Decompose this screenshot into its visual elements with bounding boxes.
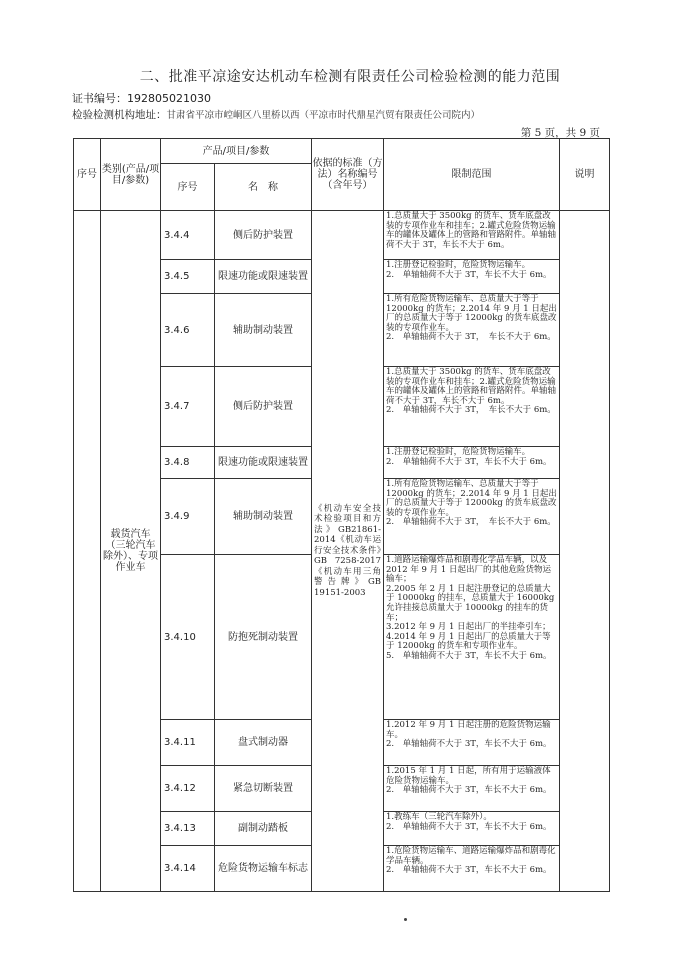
- item-range: [384, 294, 560, 367]
- range-line: 2.2005 年 2 月 1 日起注册登记的总质量大于 10000kg 的挂车，总质量大于 16000kg 允许挂接总质量大于 10000kg 的挂车的货车；: [386, 583, 555, 623]
- item-name: 防抱死制动装置: [215, 555, 312, 720]
- range-line: 1.注册登记检验时，危险货物运输车。: [386, 447, 531, 457]
- header-category: 类别(产品/项目/参数): [101, 139, 161, 211]
- range-line: 2. 单轴轴荷不大于 3T，车长不大于 6m。: [386, 865, 552, 876]
- header-seq: 序号: [161, 164, 215, 211]
- item-seq: 3.4.10: [161, 555, 215, 720]
- range-line: 1.注册登记检验时，危险货物运输车。: [386, 260, 531, 270]
- item-name: 侧后防护装置: [215, 211, 312, 260]
- range-line: 1.道路运输爆炸品和剧毒化学品车辆，以及 2012 年 9 月 1 日起出厂的其他危险货物运输车；: [386, 555, 551, 585]
- item-range: [384, 447, 560, 479]
- organization-address: [72, 107, 480, 122]
- range-line: 5. 单轴轴荷不大于 3T，车长不大于 6m。: [386, 650, 552, 661]
- range-line: 1.2015 年 1 月 1 日起，所有用于运输液体危险货物运输车。: [386, 766, 551, 786]
- range-line: 1.危险货物运输车、道路运输爆炸品和剧毒化学品车辆。: [386, 846, 556, 866]
- item-seq: 3.4.4: [161, 211, 215, 260]
- certificate-number: [72, 90, 211, 106]
- range-line: 2. 单轴轴荷不大于 3T， 车长不大于 6m。: [386, 405, 556, 416]
- range-line: 2. 单轴轴荷不大于 3T， 车长不大于 6m。: [386, 517, 556, 528]
- item-range: [384, 720, 560, 766]
- item-seq: 3.4.13: [161, 812, 215, 846]
- capability-table: [73, 138, 610, 892]
- item-seq: 3.4.5: [161, 260, 215, 294]
- range-line: 2. 单轴轴荷不大于 3T，车长不大于 6m。: [386, 739, 552, 750]
- item-name: 盘式制动器: [215, 720, 312, 766]
- row-number-cell: [74, 211, 101, 892]
- range-line: 3.2012 年 9 月 1 日起出厂的半挂牵引车；: [386, 622, 551, 633]
- item-seq: 3.4.11: [161, 720, 215, 766]
- item-seq: 3.4.9: [161, 479, 215, 555]
- cert-value: 192805021030: [127, 92, 211, 105]
- header-name: 名 称: [215, 164, 312, 211]
- item-seq: 3.4.14: [161, 846, 215, 892]
- range-line: 4.2014 年 9 月 1 日起出厂的总质量大于等于 12000kg 的货车和专项作业车。: [386, 631, 551, 652]
- header-no: 序号: [74, 139, 101, 211]
- item-name: 紧急切断装置: [215, 766, 312, 812]
- item-range: [384, 260, 560, 294]
- header-product-group: 产品/项目/参数: [161, 139, 312, 164]
- item-range: [384, 479, 560, 555]
- item-range: [384, 812, 560, 846]
- item-name: 副制动踏板: [215, 812, 312, 846]
- item-range: [384, 846, 560, 892]
- item-seq: 3.4.12: [161, 766, 215, 812]
- item-seq: 3.4.8: [161, 447, 215, 479]
- item-name: 辅助制动装置: [215, 479, 312, 555]
- item-seq: 3.4.6: [161, 294, 215, 367]
- range-line: 1.总质量大于 3500kg 的货车、货车底盘改装的专项作业车和挂车；2.罐式危险货物运输车的罐体及罐体上的管路和管路附件。单轴轴荷不大于 3T，车长不大于 6m。: [386, 211, 557, 250]
- item-range: [384, 766, 560, 812]
- range-line: 2. 单轴轴荷不大于 3T，车长不大于 6m。: [386, 821, 552, 832]
- range-line: 1.所有危险货物运输车、总质量大于等于 12000kg 的货车；2.2014 年 9 月 1 日起出厂的总质量大于等于 12000kg 的货车底盘改装的专项作业车。: [386, 294, 557, 333]
- org-address-value: 甘肃省平凉市崆峒区八里桥以西（平凉市时代鼎星汽贸有限责任公司院内）: [166, 110, 481, 121]
- range-line: 1.总质量大于 3500kg 的货车、货车底盘改装的专项作业车和挂车；2.罐式危险货物运输车的罐体及罐体上的管路和管路附件。单轴轴荷不大于 3T，车长不大于 6m。: [386, 367, 557, 406]
- range-line: 2. 单轴轴荷不大于 3T，车长不大于 6m。: [386, 456, 552, 467]
- header-range: 限制范围: [384, 139, 560, 211]
- header-note: 说明: [560, 139, 610, 211]
- item-range: [384, 211, 560, 260]
- scan-mark: [404, 918, 407, 921]
- page-number: 第 5 页，共 9 页: [520, 127, 600, 139]
- range-line: 1.2012 年 9 月 1 日起注册的危险货物运输车。: [386, 720, 551, 740]
- item-name: 限速功能或限速装置: [215, 447, 312, 479]
- header-standard: 依据的标准（方法）名称编号（含年号）: [312, 139, 384, 211]
- category-cell: 载货汽车（三轮汽车除外）、专项作业车: [101, 211, 161, 892]
- range-line: 2. 单轴轴荷不大于 3T，车长不大于 6m。: [386, 785, 552, 796]
- page-title: 二、批准平凉途安达机动车检测有限责任公司检验检测的能力范围: [139, 69, 561, 85]
- cert-label: 证书编号：: [72, 92, 127, 105]
- note-cell: [560, 211, 610, 892]
- item-name: 辅助制动装置: [215, 294, 312, 367]
- item-name: 侧后防护装置: [215, 367, 312, 447]
- item-range: [384, 555, 560, 720]
- range-line: 1.教练车（三轮汽车除外）。: [386, 812, 492, 822]
- range-line: 2. 单轴轴荷不大于 3T， 车长不大于 6m。: [386, 332, 556, 343]
- item-seq: 3.4.7: [161, 367, 215, 447]
- org-label: 检验检测机构地址：: [72, 109, 167, 121]
- item-range: [384, 367, 560, 447]
- range-line: 2. 单轴轴荷不大于 3T，车长不大于 6m。: [386, 269, 552, 280]
- item-name: 危险货物运输车标志: [215, 846, 312, 892]
- item-name: 限速功能或限速装置: [215, 260, 312, 294]
- standard-cell: 《机动车安全技术检验项目和方法》GB21861-2014《机动车运行安全技术条件》GB 7258-2017《机动车用三角警告牌》GB 19151-2003: [312, 211, 384, 892]
- range-line: 1.所有危险货物运输车、总质量大于等于 12000kg 的货车；2.2014 年 9 月 1 日起出厂的总质量大于等于 12000kg 的货车底盘改装的专项作业车。: [386, 479, 557, 518]
